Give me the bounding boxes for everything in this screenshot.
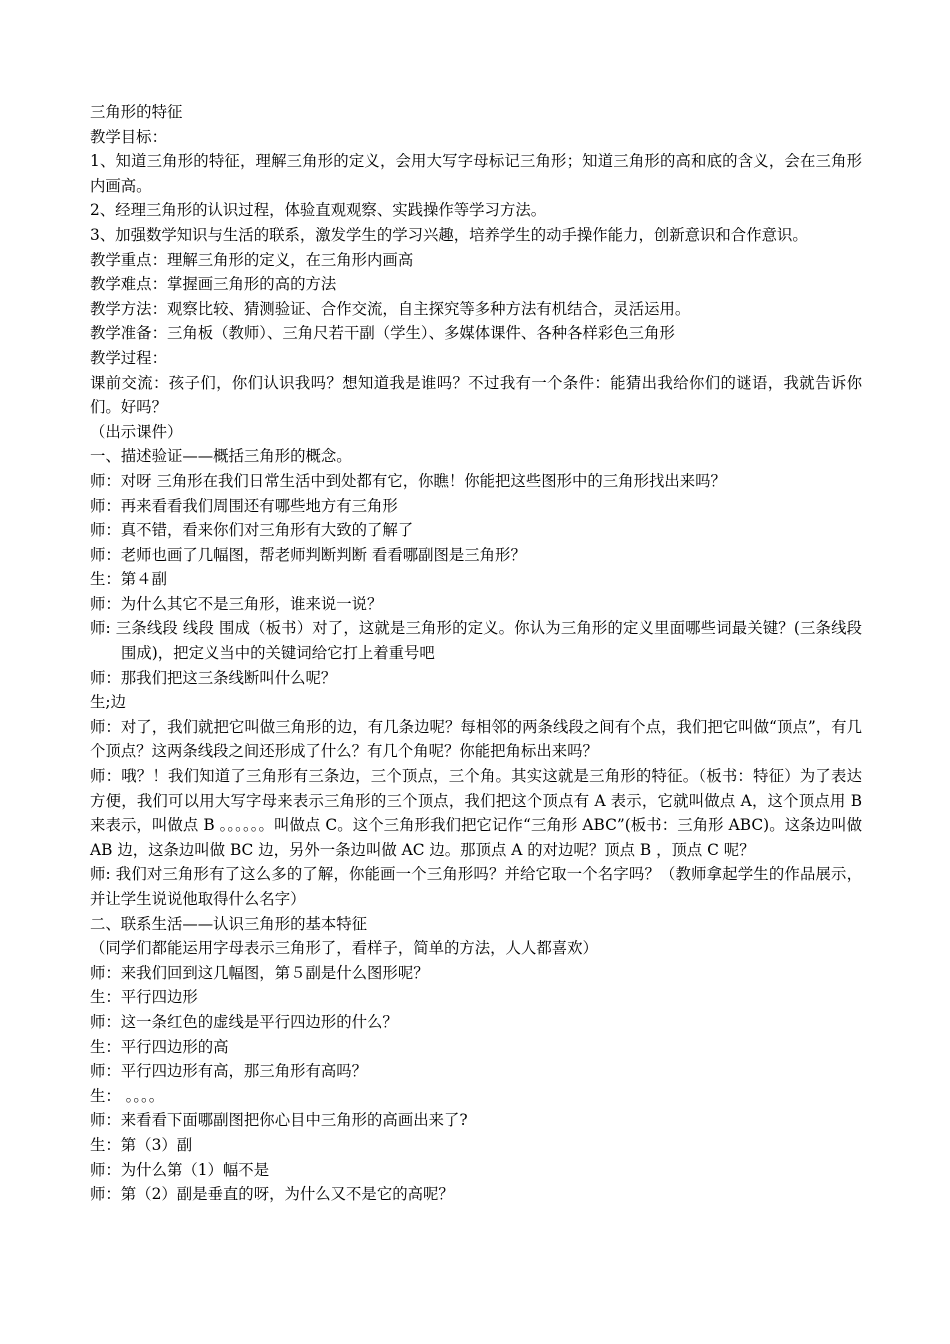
paragraph: 师：哦？！我们知道了三角形有三条边，三个顶点，三个角。其实这就是三角形的特征。（板书：特征）为了表达方便，我们可以用大写字母来表示三角形的三个顶点，我们把这个顶点有 A 表示，它就叫做点 A，这个顶点用 B 来表示，叫做点 B 。。。。。。叫做点 C。这个三角形我们把它记作“三角形 ABC”(板书：三角形 ABC)。这条边叫做 AB 边，这条边叫做 BC 边，另外一条边叫做 AC 边。那顶点 A 的对边呢？顶点 B ，顶点 C 呢？ <box>90 767 863 859</box>
paragraph: 师：对呀 三角形在我们日常生活中到处都有它，你瞧！你能把这些图形中的三角形找出来吗？ <box>90 471 726 490</box>
paragraph: 生：平行四边形 <box>90 988 198 1007</box>
paragraph: 教学目标： <box>90 127 167 146</box>
paragraph: 师：这一条红色的虚线是平行四边形的什么？ <box>90 1012 398 1031</box>
paragraph: （同学们都能运用字母表示三角形了，看样子，简单的方法，人人都喜欢） <box>90 939 598 958</box>
paragraph: 1、知道三角形的特征，理解三角形的定义，会用大写字母标记三角形；知道三角形的高和底的含义，会在三角形内画高。 <box>90 152 862 195</box>
paragraph: 师：再来看看我们周围还有哪些地方有三角形 <box>90 496 398 515</box>
document-title: 三角形的特征 <box>90 103 183 121</box>
paragraph: 教学方法：观察比较、猜测验证、合作交流，自主探究等多种方法有机结合，灵活运用。 <box>90 299 691 318</box>
paragraph: 教学准备：三角板（教师）、三角尺若干副（学生）、多媒体课件、各种各样彩色三角形 <box>90 324 675 343</box>
paragraph: 生;边 <box>90 693 126 712</box>
paragraph: 师：来看看下面哪副图把你心目中三角形的高画出来了? <box>90 1111 468 1130</box>
paragraph: （出示课件） <box>90 422 183 441</box>
paragraph: 生：第４副 <box>90 570 167 589</box>
paragraph: 师: 我们对三角形有了这么多的了解，你能画一个三角形吗？并给它取一个名字吗？（教师拿起学生的作品展示，并让学生说说他取得什么名字） <box>90 865 862 908</box>
paragraph: 师：为什么其它不是三角形，谁来说一说？ <box>90 594 383 613</box>
section-heading: 一、描述验证——概括三角形的概念。 <box>90 447 352 466</box>
paragraph: 课前交流：孩子们，你们认识我吗？想知道我是谁吗？不过我有一个条件：能猜出我给你们的谜语，我就告诉你们。好吗？ <box>90 373 862 417</box>
paragraph: 生：第（3）副 <box>90 1135 193 1154</box>
paragraph: 师：第（2）副是垂直的呀，为什么又不是它的高呢？ <box>90 1185 454 1204</box>
document-page <box>90 100 862 1207</box>
paragraph: 师：老师也画了几幅图，帮老师判断判断 看看哪副图是三角形？ <box>90 545 526 564</box>
paragraph: 2、经理三角形的认识过程，体验直观观察、实践操作等学习方法。 <box>90 201 547 220</box>
section-heading: 二、联系生活——认识三角形的基本特征 <box>90 914 368 933</box>
paragraph: 生：平行四边形的高 <box>90 1037 229 1056</box>
paragraph: 师: 三条线段 线段 围成（板书）对了，这就是三角形的定义。你认为三角形的定义里面哪些词最关键？(三条线段 围成)，把定义当中的关键词给它打上着重号吧 <box>90 619 862 663</box>
paragraph: 师：真不错，看来你们对三角形有大致的了解了 <box>90 521 414 540</box>
paragraph: 师：来我们回到这几幅图，第５副是什么图形呢？ <box>90 963 429 982</box>
paragraph: 教学过程： <box>90 348 167 367</box>
paragraph: 师：对了，我们就把它叫做三角形的边，有几条边呢？每相邻的两条线段之间有个点，我们把它叫做“顶点”，有几个顶点？这两条线段之间还形成了什么？有几个角呢？你能把角标出来吗？ <box>90 717 862 761</box>
paragraph: 教学重点：理解三角形的定义，在三角形内画高 <box>90 250 414 269</box>
paragraph: 教学难点：掌握画三角形的高的方法 <box>90 275 337 294</box>
paragraph: 师：那我们把这三条线断叫什么呢？ <box>90 668 337 687</box>
paragraph: 生： 。。。。 <box>90 1086 165 1105</box>
paragraph: 师：为什么第（1）幅不是 <box>90 1160 270 1179</box>
paragraph: 3、加强数学知识与生活的联系，激发学生的学习兴趣，培养学生的动手操作能力，创新意识和合作意识。 <box>90 225 808 244</box>
paragraph: 师：平行四边形有高，那三角形有高吗？ <box>90 1062 368 1081</box>
